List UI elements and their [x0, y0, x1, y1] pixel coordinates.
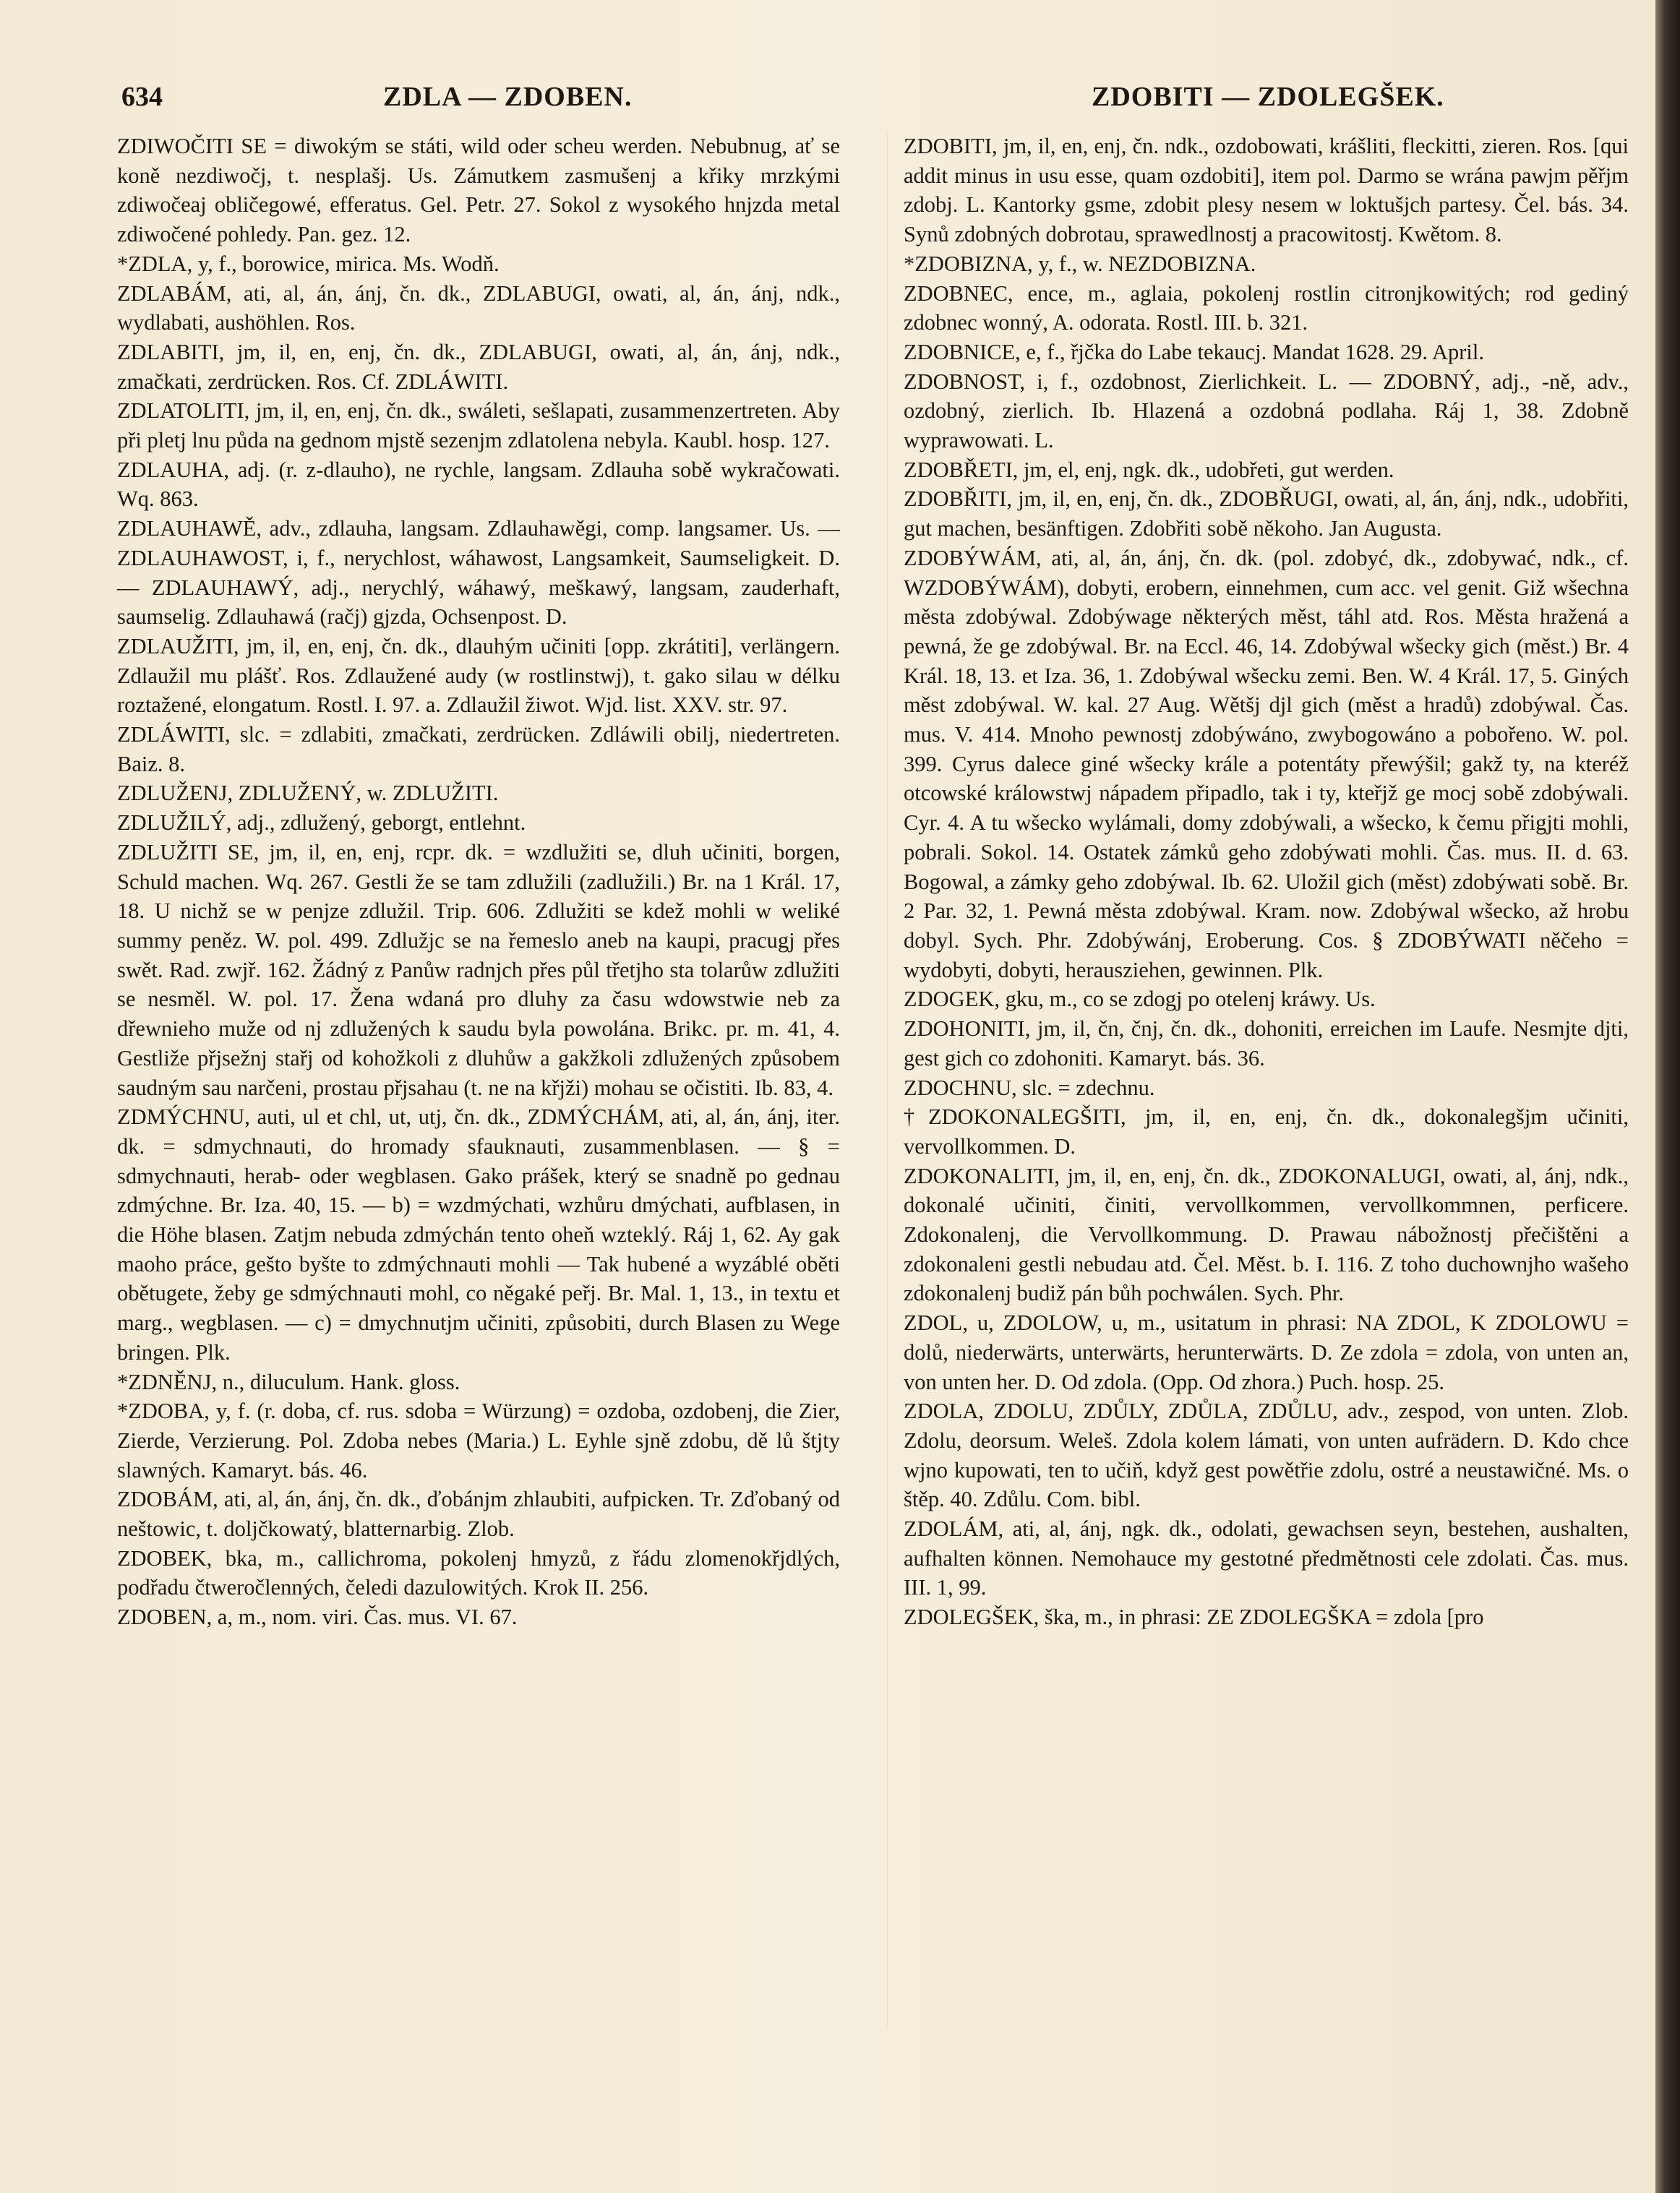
- entry-zdoba: *ZDOBA, y, f. (r. doba, cf. rus. sdoba = Würzung) = ozdoba, ozdobenj, die Zier, Zierde, Verzierung. Pol. Zdoba nebes (Maria.) L. Eyhle sjně zdobu, dě lů štjty slawných. Kamaryt. bás. 46.: [117, 1399, 840, 1482]
- entry-zdoben: ZDOBEN, a, m., nom. viri. Čas. mus. VI. 67.: [117, 1605, 518, 1630]
- page-number: 634: [121, 82, 163, 112]
- left-column: [117, 132, 840, 1632]
- entry-zdlawiti: ZDLÁWITI, slc. = zdlabiti, zmačkati, zerdrücken. Zdláwili obilj, niedertreten. Baiz. 8.: [117, 722, 840, 776]
- column-gutter: [887, 134, 888, 2027]
- left-running-head: ZDLA — ZDOBEN.: [383, 82, 633, 112]
- entry-zdlauhawe: ZDLAUHAWĚ, adv., zdlauha, langsam. Zdlauhawěgi, comp. langsamer. Us. — ZDLAUHAWOST, i, f., nerychlost, wáhawost, Langsamkeit, Saumseligkeit. D. — ZDLAUHAWÝ, adj., nerychlý, wáhawý, meškawý, langsam, zauderhaft, saumselig. Zdlauhawá (račj) gjzda, Ochsenpost. D.: [117, 516, 840, 630]
- entry-zdlauziti: ZDLAUŽITI, jm, il, en, enj, čn. dk., dlauhým učiniti [opp. zkrátiti], verlängern. Zdlaužil mu plášť. Ros. Zdlaužené audy (w rostlinstwj), t. gako silau w délku roztažené, elongatum. Rostl. I. 97. a. Zdlaužil žiwot. Wjd. list. XXV. str. 97.: [117, 633, 840, 718]
- entry-zdlabiti: ZDLABITI, jm, il, en, enj, čn. dk., ZDLABUGI, owati, al, án, ánj, ndk., zmačkati, zerdrücken. Ros. Cf. ZDLÁWITI.: [117, 339, 840, 394]
- entry-zdolegsek: ZDOLEGŠEK, ška, m., in phrasi: ZE ZDOLEGŠKA = zdola [pro: [904, 1605, 1484, 1630]
- entry-zdlauha: ZDLAUHA, adj. (r. z-dlauho), ne rychle, langsam. Zdlauha sobě wykračowati. Wq. 863.: [117, 457, 840, 512]
- right-column: [904, 132, 1629, 1632]
- entry-zdlabam: ZDLABÁM, ati, al, án, ánj, čn. dk., ZDLABUGI, owati, al, án, ánj, ndk., wydlabati, aushöhlen. Ros.: [117, 280, 840, 335]
- entry-zdiwociti: ZDIWOČITI SE = diwokým se státi, wild oder scheu werden. Nebubnug, ať se koně nezdiwočj, t. nesplašj. Us. Zámutkem zasmušenj a křiky mrzkými zdiwočeaj obličegowé, efferatus. Gel. Petr. 27. Sokol z wysokého hnjzda metal zdiwočené pohledy. Pan. gez. 12.: [117, 134, 840, 247]
- entry-zdohoniti: ZDOHONITI, jm, il, čn, čnj, čn. dk., dohoniti, erreichen im Laufe. Nesmjte djti, gest gich co zdohoniti. Kamaryt. bás. 36.: [904, 1016, 1629, 1070]
- right-running-head: ZDOBITI — ZDOLEGŠEK.: [1092, 82, 1444, 112]
- book-binding-edge: [1655, 0, 1680, 2193]
- entry-zdnenj: *ZDNĚNJ, n., diluculum. Hank. gloss.: [117, 1369, 460, 1394]
- entry-zdluziti: ZDLUŽITI SE, jm, il, en, enj, rcpr. dk. = wzdlužiti se, dluh učiniti, borgen, Schuld machen. Wq. 267. Gestli že se tam zdlužili (zadlužili.) Br. na 1 Král. 17, 18. U nichž se w penjze zdlužil. Trip. 606. Zdlužiti se kdež mohli w weliké summy peněz. W. pol. 499. Zdlužjc se na řemeslo aneb na kaupi, pracugj přes swět. Rad. zwjř. 162. Žádný z Panůw radnjch přes půl třetjho sta tolarůw zdlužiti se nesměl. W. pol. 17. Žena wdaná pro dluhy za času wdowstwie neb za dřewnieho muže od nj zdlužených k saudu byla powolána. Brikc. pr. m. 41, 4. Gestliže přjsežnj stařj od kohožkoli z dluhůw a gakžkoli zdlužených způsobem saudným sau narčeni, prostau přjsahau (t. ne na křjži) mohau se očistiti. Ib. 83, 4.: [117, 839, 840, 1100]
- entry-zdla: *ZDLA, y, f., borowice, mirica. Ms. Wodň.: [117, 251, 500, 276]
- page-header: [108, 81, 1634, 124]
- entry-zdobreti: ZDOBŘETI, jm, el, enj, ngk. dk., udobřeti, gut werden.: [904, 457, 1394, 482]
- entry-zdobizna: *ZDOBIZNA, y, f., w. NEZDOBIZNA.: [904, 251, 1256, 276]
- entry-zdobriti: ZDOBŘITI, jm, il, en, enj, čn. dk., ZDOBŘUGI, owati, al, án, ánj, ndk., udobřiti, gut machen, besänftigen. Zdobřiti sobě někoho. Jan Augusta.: [904, 486, 1629, 541]
- entry-zdluzenj: ZDLUŽENJ, ZDLUŽENÝ, w. ZDLUŽITI.: [117, 781, 499, 806]
- entry-zdobam: ZDOBÁM, ati, al, án, ánj, čn. dk., ďobánjm zhlaubiti, aufpicken. Tr. Zďobaný od neštowic, t. doljčkowatý, blatternarbig. Zlob.: [117, 1487, 840, 1542]
- entry-zdol: ZDOL, u, ZDOLOW, u, m., usitatum in phrasi: NA ZDOL, K ZDOLOWU = dolů, niederwärts, unterwärts, herunterwärts. D. Ze zdola = zdola, von unten an, von unten her. D. Od zdola. (Opp. Od zhora.) Puch. hosp. 25.: [904, 1310, 1629, 1394]
- entry-zdobnost: ZDOBNOST, i, f., ozdobnost, Zierlichkeit. L. — ZDOBNÝ, adj., -ně, adv., ozdobný, zierlich. Ib. Hlazená a ozdobná podlaha. Ráj 1, 38. Zdobně wyprawowati. L.: [904, 369, 1629, 453]
- entry-zdluzily: ZDLUŽILÝ, adj., zdlužený, geborgt, entlehnt.: [117, 810, 526, 836]
- entry-zdogek: ZDOGEK, gku, m., co se zdogj po otelenj kráwy. Us.: [904, 987, 1376, 1012]
- entry-zdokonalegsiti: †ZDOKONALEGŠITI, jm, il, en, enj, čn. dk., dokonalegšjm učiniti, vervollkommen. D.: [904, 1104, 1629, 1159]
- entry-zdokonaliti: ZDOKONALITI, jm, il, en, enj, čn. dk., ZDOKONALUGI, owati, al, ánj, ndk., dokonalé učiniti, činiti, vervollkommen, vervollkommnen, perficere. Zdokonalenj, die Vervollkommung. D. Prawau nábožnostj přečištěni a zdokonaleni gestli nebudau atd. Čel. Měst. b. I. 116. Z toho duchownjho wašeho zdokonalenj budiž pán bůh pochwálen. Sych. Phr.: [904, 1163, 1629, 1306]
- entry-zdlatoliti: ZDLATOLITI, jm, il, en, enj, čn. dk., swáleti, sešlapati, zusammenzertreten. Aby při pletj lnu půda na gednom mjstě sezenjm zdlatolena nebyla. Kaubl. hosp. 127.: [117, 398, 840, 453]
- entry-zdobiti: ZDOBITI, jm, il, en, enj, čn. ndk., ozdobowati, krášliti, fleckitti, zieren. Ros. [qui addit minus in usu esse, quam ozdobiti], item pol. Darmo se wrána pawjm pěřjm zdobj. L. Kantorky gsme, zdobit plesy nesem w loktušjch partesy. Čel. bás. 34. Synů zdobných dobrotau, sprawedlnostj a pracowitostj. Kwětom. 8.: [904, 134, 1629, 247]
- entry-zdobnec: ZDOBNEC, ence, m., aglaia, pokolenj rostlin citronjkowitých; rod gediný zdobnec wonný, A. odorata. Rostl. III. b. 321.: [904, 280, 1629, 335]
- entry-zdmychnu: ZDMÝCHNU, auti, ul et chl, ut, utj, čn. dk., ZDMÝCHÁM, ati, al, án, ánj, iter. dk. = sdmychnauti, do hromady sfauknauti, zusammenblasen. — § = sdmychnauti, herab- oder wegblasen. Gako prášek, který se snadně po gednau zdmýchne. Br. Iza. 40, 15. — b) = wzdmýchati, wzhůru dmýchati, aufblasen, in die Höhe blasen. Zatjm nebuda zdmýchán tento oheň wzteklý. Ráj 1, 62. Ay gak maoho práce, gešto byšte to zdmýchnauti mohli — Tak hubené a wyzáblé oběti obětugete, žeby ge sdmýchnauti mohl, co něgaké peřj. Br. Mal. 1, 13., in textu et marg., wegblasen. — c) = dmychnutjm učiniti, způsobiti, durch Blasen zu Wege bringen. Plk.: [117, 1104, 840, 1365]
- entry-zdolam: ZDOLÁM, ati, al, ánj, ngk. dk., odolati, gewachsen seyn, bestehen, aushalten, aufhalten können. Nemohauce my gestotné předmětnosti cele zdolati. Čas. mus. III. 1, 99.: [904, 1516, 1629, 1600]
- entry-zdola: ZDOLA, ZDOLU, ZDŮLY, ZDŮLA, ZDŮLU, adv., zespod, von unten. Zlob. Zdolu, deorsum. Weleš. Zdola kolem lámati, von unten aufrädern. D. Kdo chce wjno kupowati, ten to učiň, když gest powětřie zdolu, ostré a neustawičné. Ms. o štěp. 40. Zdůlu. Com. bibl.: [904, 1399, 1629, 1512]
- entry-zdobywam: ZDOBÝWÁM, ati, al, án, ánj, čn. dk. (pol. zdobyć, dk., zdobywać, ndk., cf. WZDOBÝWÁM), dobyti, erobern, einnehmen, cum acc. vel genit. Giž wšechna města zdobýwal. Zdobýwage některých měst, táhl atd. Ros. Města hražená a pewná, že ge zdobýwal. Br. na Eccl. 46, 14. Zdobýwal wšecky gich (měst.) Br. 4 Král. 18, 13. et Iza. 36, 1. Zdobýwal wšecku zemi. Ben. W. 4 Král. 17, 5. Giných měst zdobýwal. W. kal. 27 Aug. Wětšj djl gich (měst a hradů) zdobýwal. Čas. mus. V. 414. Mnoho pewnostj zdobýwáno, zwybogowáno a pobořeno. W. pol. 399. Cyrus dalece giné wšecky krále a potentáty přewýšil; gakž ty, na kteréž otcowské králowstwj nápadem připadlo, tak i ty, kteřjž ge mocj sobě zdobýwali. Cyr. 4. A tu wšecko wylámali, domy zdobýwali, a wšecko, k čemu přigjti mohli, pobrali. Sokol. 14. Ostatek zámků geho zdobýwati mohli. Čas. mus. II. d. 63. Bogowal, a zámky geho zdobýwal. Ib. 62. Uložil gich (měst) zdobýwati sobě. Br. 2 Par. 32, 1. Pewná města zdobýwal. Kram. now. Zdobýwal wšecko, až hrobu dobyl. Sych. Phr. Zdobýwánj, Eroberung. Cos. § ZDOBÝWATI něčeho = wydobyti, dobyti, herausziehen, gewinnen. Plk.: [904, 545, 1629, 982]
- entry-zdobek: ZDOBEK, bka, m., callichroma, pokolenj hmyzů, z řádu zlomenokřjdlých, podřadu čtweročlenných, čeledi dazulowitých. Krok II. 256.: [117, 1545, 840, 1600]
- entry-zdobnice: ZDOBNICE, e, f., řjčka do Labe tekaucj. Mandat 1628. 29. April.: [904, 339, 1484, 364]
- entry-zdochnu: ZDOCHNU, slc. = zdechnu.: [904, 1075, 1155, 1100]
